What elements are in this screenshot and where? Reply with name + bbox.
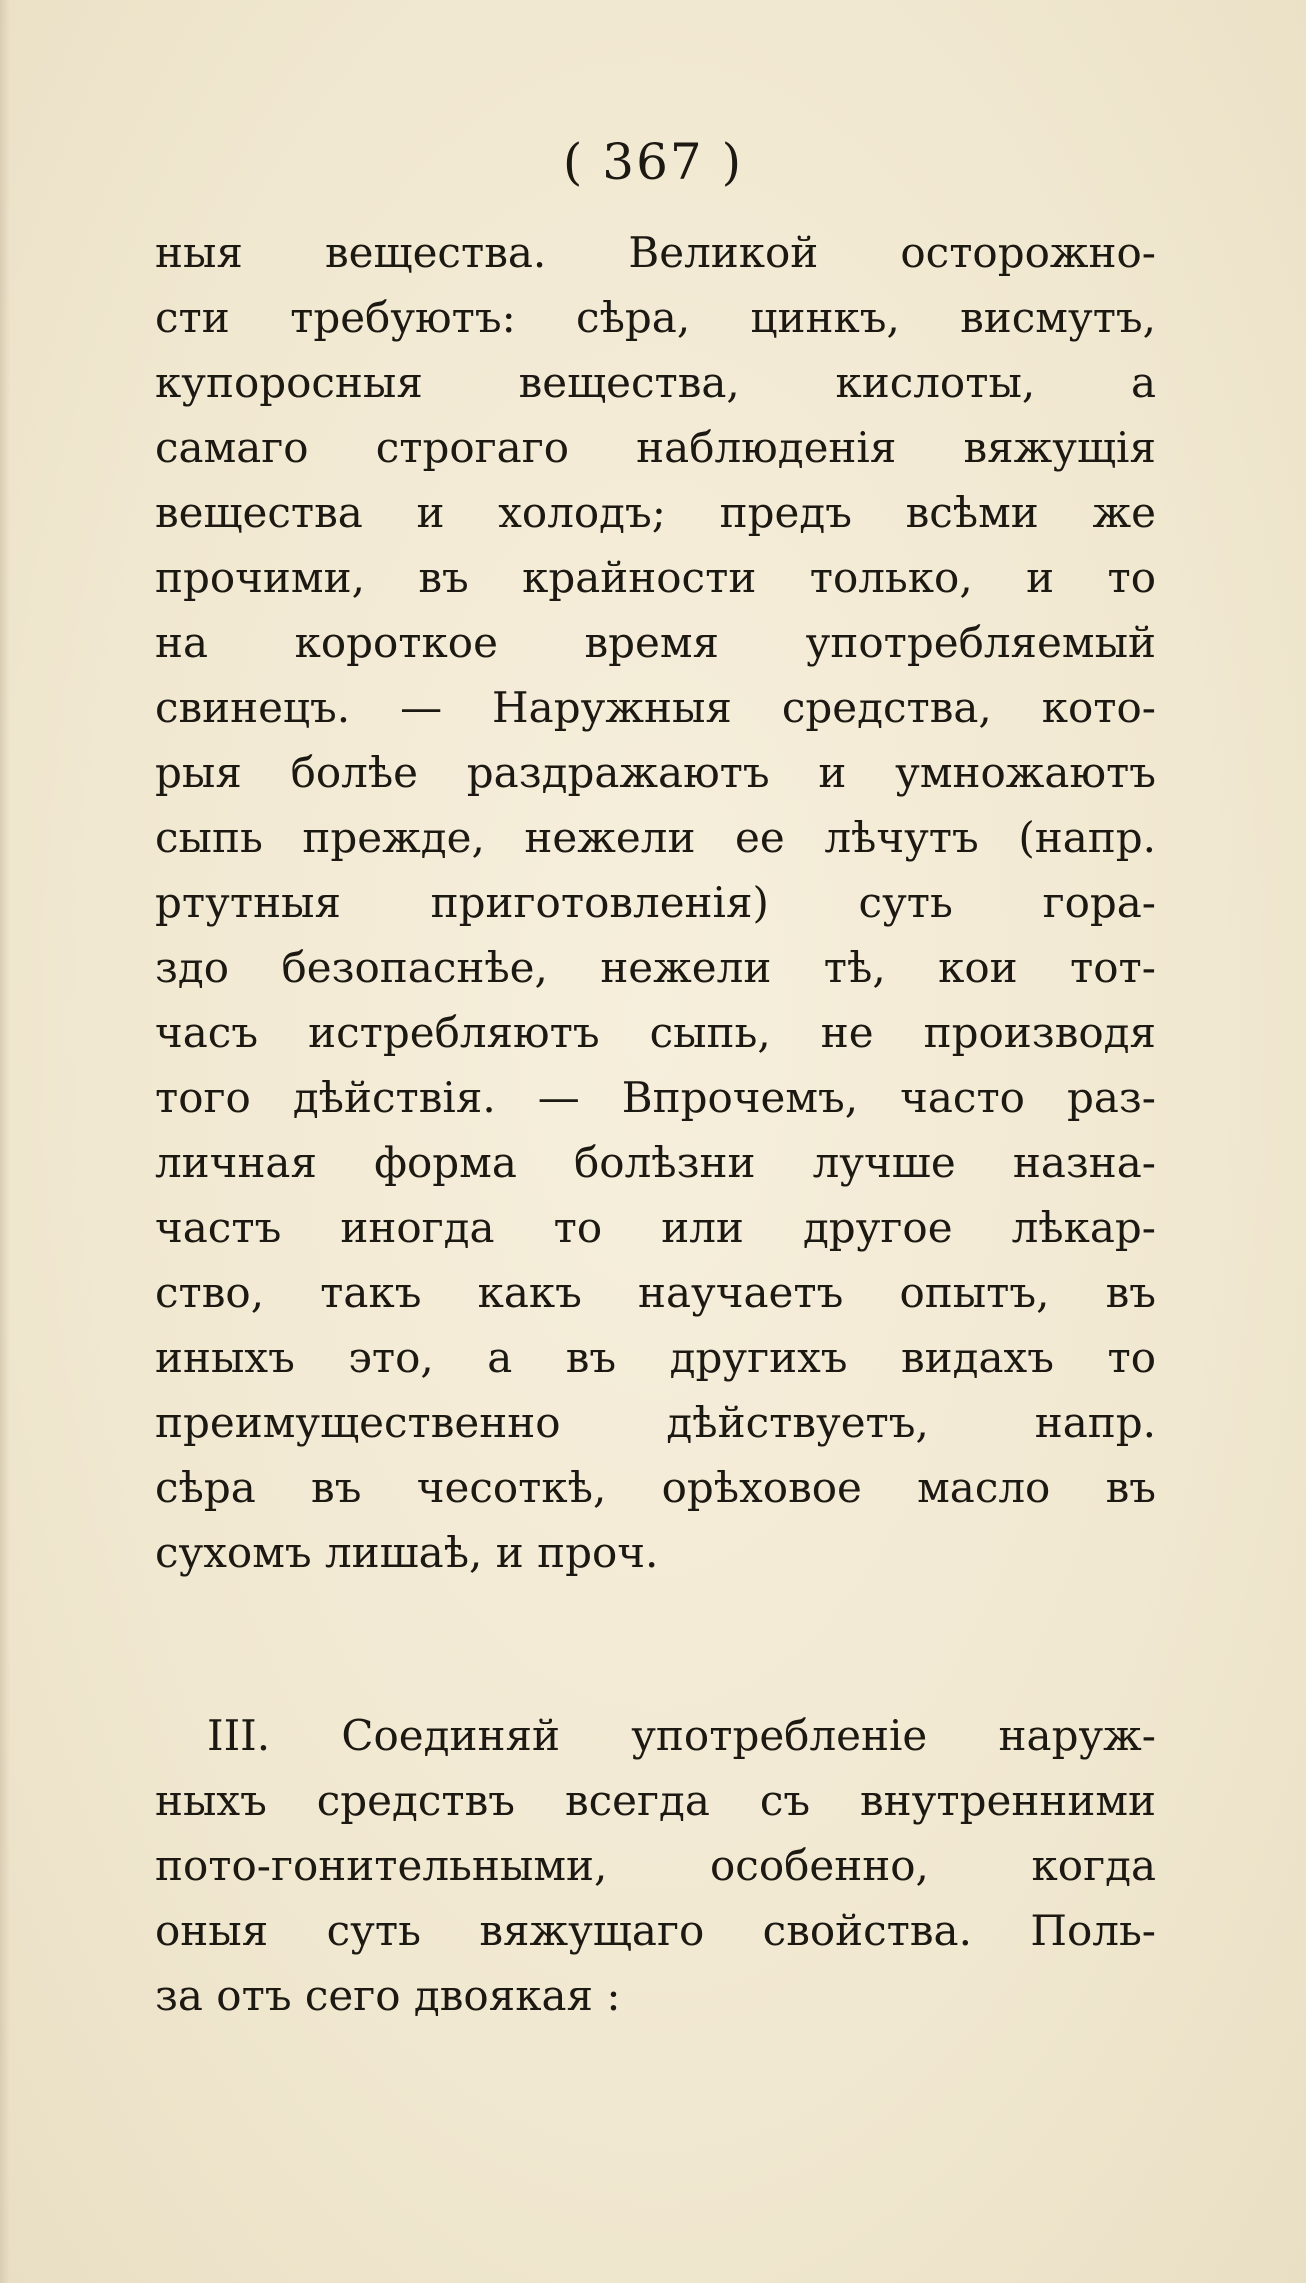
text-line: личная форма болѣзни лучше назна- — [155, 1138, 1156, 1187]
text-line: на короткое время употребляемый — [155, 618, 1156, 667]
text-line: иныхъ это, а въ другихъ видахъ то — [155, 1333, 1156, 1382]
text-line: сѣра въ чесоткѣ, орѣховое масло въ — [155, 1463, 1156, 1512]
text-line: рыя болѣе раздражаютъ и умножаютъ — [155, 748, 1156, 797]
text-line: оныя суть вяжущаго свойства. Поль- — [155, 1906, 1156, 1955]
text-line: сыпь прежде, нежели ее лѣчутъ (напр. — [155, 813, 1156, 862]
text-line: того дѣйствія. — Впрочемъ, часто раз- — [155, 1073, 1156, 1122]
text-line: частъ иногда то или другое лѣкар- — [155, 1203, 1156, 1252]
text-line: сти требуютъ: сѣра, цинкъ, висмутъ, — [155, 293, 1156, 342]
text-line: часъ истребляютъ сыпь, не производя — [155, 1008, 1156, 1057]
text-line: за отъ сего двоякая : — [155, 1971, 621, 2020]
text-line: пото-гонительными, особенно, когда — [155, 1841, 1156, 1890]
text-line: преимущественно дѣйствуетъ, напр. — [155, 1398, 1156, 1447]
text-line: вещества и холодъ; предъ всѣми же — [155, 488, 1156, 537]
page-number: ( 367 ) — [562, 133, 744, 191]
paragraph-2 — [155, 1703, 1156, 2028]
page-edge-shadow — [0, 0, 10, 2283]
text-line: купоросныя вещества, кислоты, а — [155, 358, 1156, 407]
text-line: ство, такъ какъ научаетъ опытъ, въ — [155, 1268, 1156, 1317]
text-line: ныя вещества. Великой осторожно- — [155, 228, 1156, 277]
text-line: прочими, въ крайности только, и то — [155, 553, 1156, 602]
text-line: свинецъ. — Наружныя средства, кото- — [155, 683, 1156, 732]
text-line: сухомъ лишаѣ, и проч. — [155, 1528, 659, 1577]
text-line: здо безопаснѣе, нежели тѣ, кои тот- — [155, 943, 1156, 992]
text-line: ртутныя приготовленія) суть гора- — [155, 878, 1156, 927]
paragraph-1 — [155, 220, 1156, 1585]
text-line: ныхъ средствъ всегда съ внутренними — [155, 1776, 1156, 1825]
text-line: III. Соединяй употребленіе наруж- — [207, 1711, 1156, 1760]
text-line: самаго строгаго наблюденія вяжущія — [155, 423, 1156, 472]
